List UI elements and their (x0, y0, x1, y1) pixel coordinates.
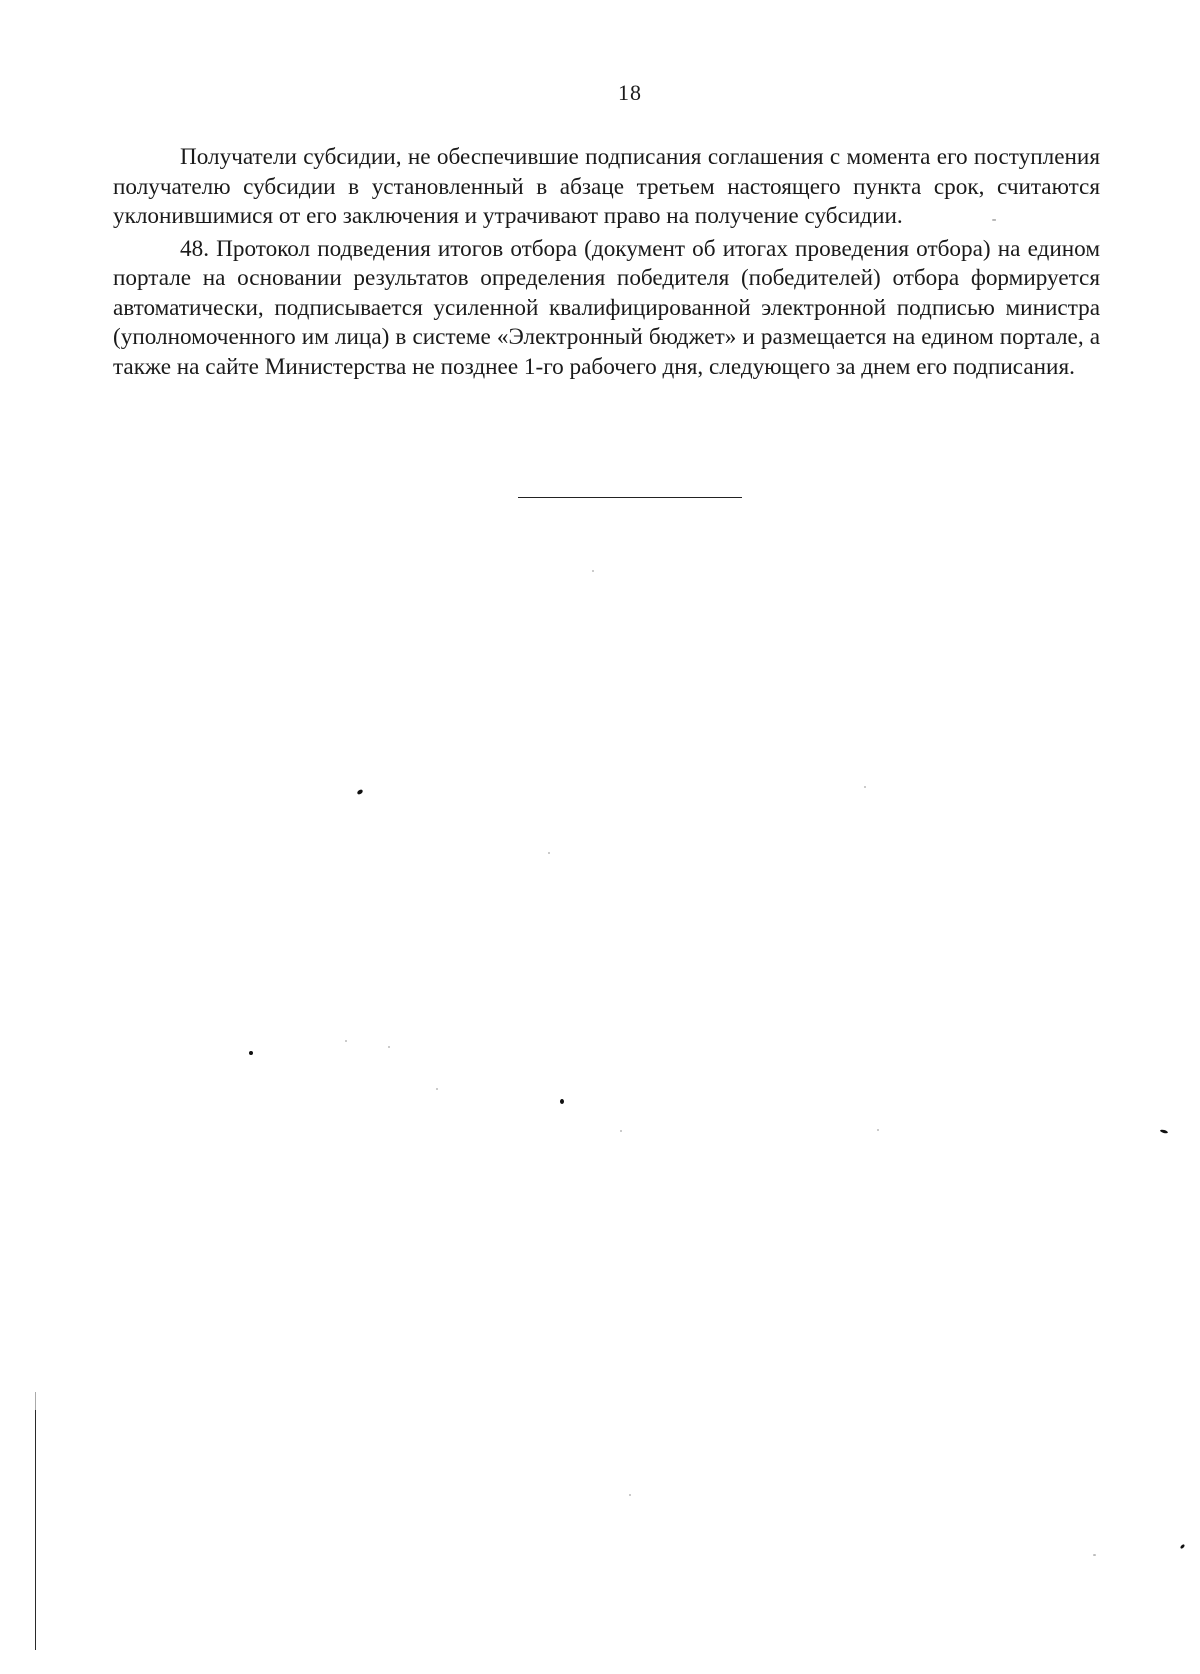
scan-speck (620, 1130, 622, 1132)
scan-speck (548, 852, 550, 854)
scan-speck (356, 789, 363, 796)
scan-speck (592, 570, 594, 572)
scan-speck (1093, 1554, 1096, 1556)
end-of-text-rule (518, 497, 742, 498)
document-body (113, 143, 1100, 382)
scan-speck (560, 1099, 564, 1104)
scan-speck (1180, 1544, 1186, 1550)
scan-speck (345, 1040, 347, 1042)
paragraph-48-protocol: 48. Протокол подведения итогов отбора (документ об итогах проведения отбора) на едином портале на основании результатов определения победителя (победителей) отбора формируется автоматически, подписывается усиленной квалифицированной электронной подписью министра (уполномоченного им лица) в системе «Электронный бюджет» и размещается на едином портале, а также на сайте Министерства не позднее 1-го рабочего дня, следующего за днем его подписания. (113, 235, 1100, 380)
scan-speck (388, 1046, 390, 1048)
stray-scan-mark: - (991, 212, 997, 227)
page-number: 18 (618, 80, 642, 105)
scan-speck (436, 1088, 438, 1090)
scan-speck (877, 1129, 879, 1131)
paragraph-text: Получатели субсидии, не обеспечившие подписания соглашения с момента его поступления получателю субсидии в установленный в абзаце третьем настоящего пункта срок, считаются уклонившимися от его заключения и утрачивают право на получение субсидии. (113, 144, 1100, 229)
scan-speck (1160, 1129, 1169, 1134)
paragraph-subsidy-recipients (113, 143, 1100, 235)
scan-edge-artifact (35, 1410, 36, 1650)
scan-edge-artifact-faint (35, 1392, 36, 1410)
scan-speck (249, 1051, 253, 1055)
scan-speck (864, 786, 866, 788)
scan-speck (629, 1494, 631, 1496)
